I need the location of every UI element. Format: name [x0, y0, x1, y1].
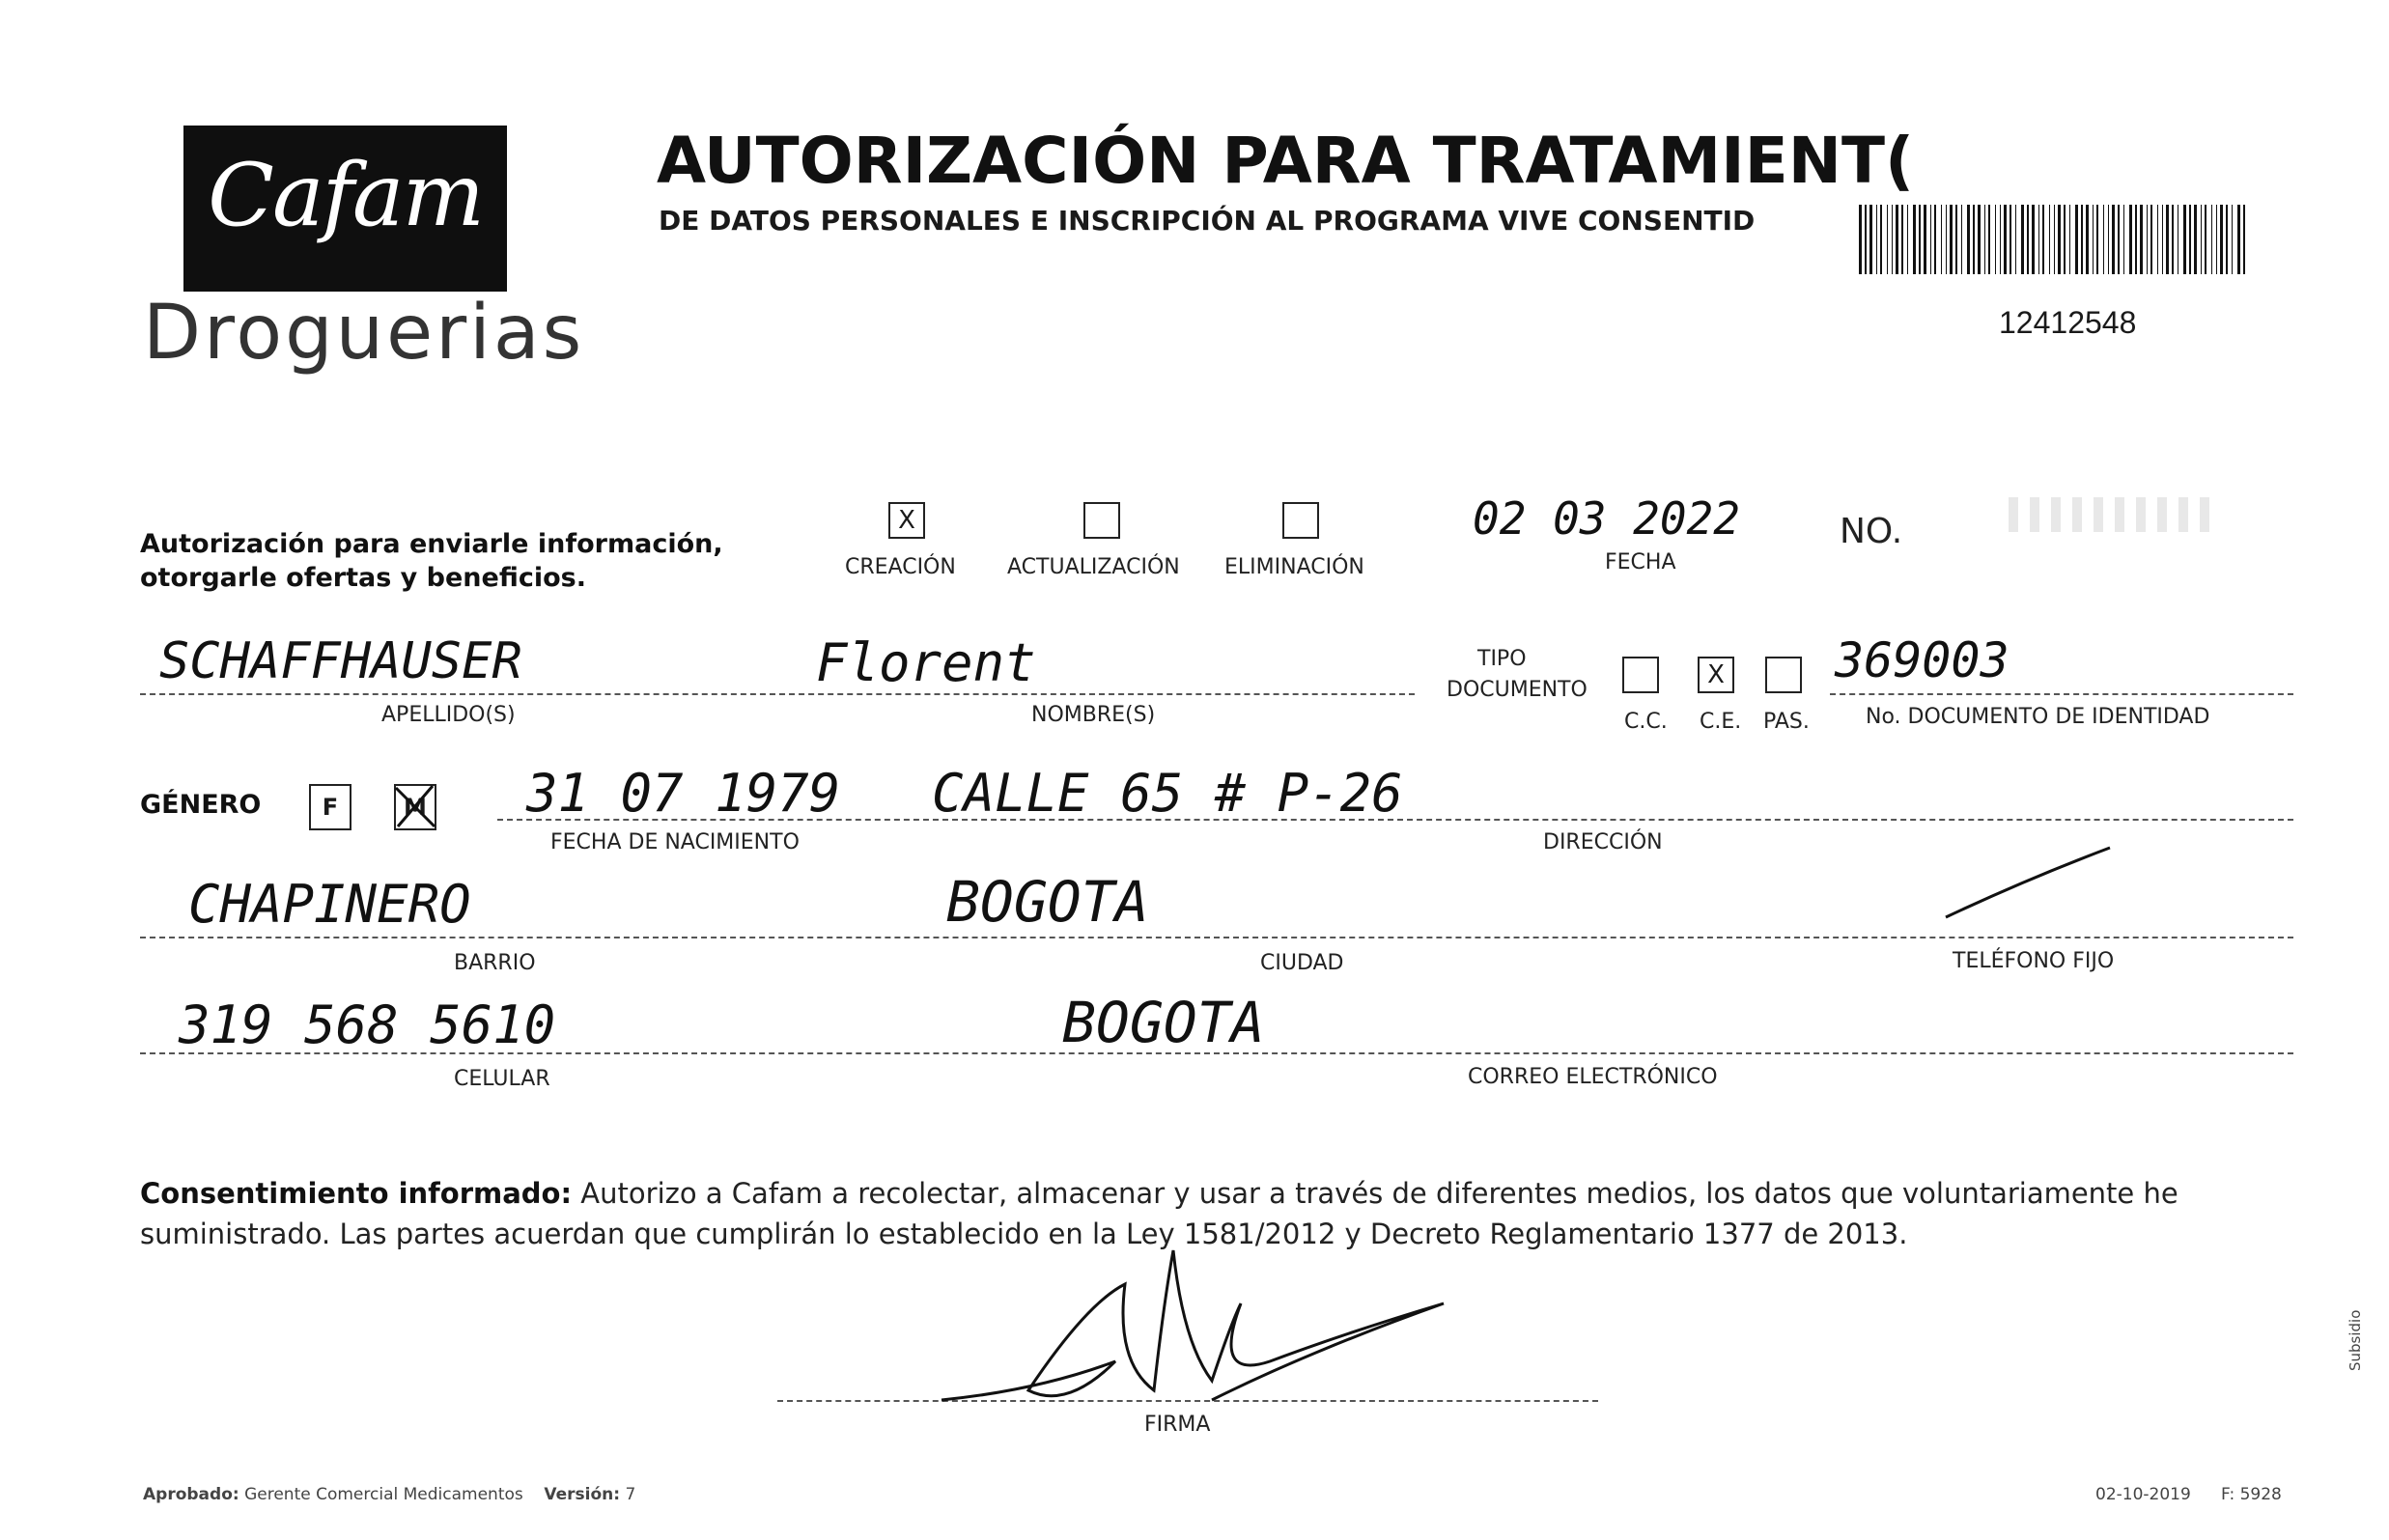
barcode-bar — [1907, 205, 1908, 274]
barcode-bar — [2032, 205, 2035, 274]
address-label: DIRECCIÓN — [1543, 830, 1663, 854]
barcode-bar — [2086, 205, 2089, 274]
barcode-bar — [2172, 205, 2174, 274]
doc-number-label: No. DOCUMENTO DE IDENTIDAD — [1866, 705, 2210, 729]
footer-date: 02-10-2019 — [2095, 1485, 2191, 1504]
version-value: 7 — [625, 1485, 636, 1504]
actualizacion-checkbox[interactable] — [1083, 502, 1120, 539]
ce-label: C.E. — [1700, 710, 1742, 734]
logo-text: Cafam — [208, 145, 483, 246]
barcode-bar — [2081, 205, 2083, 274]
barcode-bar — [1880, 205, 1882, 274]
no-label: NO. — [1840, 512, 1903, 551]
barcode — [1859, 205, 2250, 274]
barcode-bar — [1978, 205, 1981, 274]
apellidos-label: APELLIDO(S) — [381, 703, 516, 727]
barcode-bar — [2038, 205, 2039, 274]
consent-paragraph — [140, 1173, 2274, 1254]
fecha-label: FECHA — [1605, 550, 1676, 574]
barcode-bar — [2075, 205, 2078, 274]
barcode-bar — [2000, 205, 2001, 274]
creacion-checkbox[interactable]: X — [888, 502, 925, 539]
ciudad-label: CIUDAD — [1260, 951, 1344, 975]
actualizacion-label: ACTUALIZACIÓN — [1007, 555, 1180, 579]
barcode-bar — [2112, 205, 2115, 274]
barcode-bar — [1865, 205, 1867, 274]
barcode-bar — [1955, 205, 1957, 274]
barcode-bar — [1876, 205, 1877, 274]
eliminacion-checkbox[interactable] — [1282, 502, 1319, 539]
barcode-bar — [2015, 205, 2016, 274]
genero-m-box[interactable]: M — [394, 784, 436, 830]
barcode-bar — [2232, 205, 2233, 274]
barcode-bar — [1924, 205, 1926, 274]
barcode-bar — [1967, 205, 1970, 274]
genero-m-cross-mark — [392, 782, 438, 830]
barcode-bar — [1901, 205, 1903, 274]
barcode-bar — [1892, 205, 1893, 274]
eliminacion-label: ELIMINACIÓN — [1224, 555, 1364, 579]
barcode-bar — [2135, 205, 2137, 274]
barcode-bar — [2069, 205, 2070, 274]
birth-value[interactable]: 31 07 1979 — [526, 763, 841, 824]
barcode-bar — [2096, 205, 2098, 274]
form-number-faded — [2009, 497, 2211, 532]
creacion-label: CREACIÓN — [845, 555, 956, 579]
barrio-label: BARRIO — [454, 951, 536, 975]
barcode-bar — [2237, 205, 2240, 274]
footer-code: F: 5928 — [2221, 1485, 2282, 1504]
barcode-bar — [1988, 205, 1990, 274]
barrio-value[interactable]: CHAPINERO — [188, 874, 471, 935]
barcode-bar — [1930, 205, 1931, 274]
address-value[interactable]: CALLE 65 # P-26 — [932, 763, 1403, 824]
barcode-bar — [1950, 205, 1953, 274]
barcode-bar — [2108, 205, 2109, 274]
nombres-label: NOMBRE(S) — [1031, 703, 1156, 727]
correo-value[interactable]: BOGOTA — [1062, 990, 1265, 1055]
tipo-label-2: DOCUMENTO — [1447, 678, 1588, 702]
signature-scribble — [922, 1246, 1463, 1419]
correo-label: CORREO ELECTRÓNICO — [1468, 1065, 1718, 1089]
barcode-bar — [2058, 205, 2061, 274]
apellidos-value[interactable]: SCHAFFHAUSER — [159, 632, 522, 690]
barcode-bar — [2166, 205, 2169, 274]
barcode-bar — [1859, 205, 1862, 274]
barcode-bar — [2004, 205, 2007, 274]
doc-number-underline — [1830, 693, 2293, 695]
barcode-bar — [1984, 205, 1985, 274]
signature-label: FIRMA — [1144, 1413, 1211, 1437]
form-subtitle: DE DATOS PERSONALES E INSCRIPCIÓN AL PROGRAMA VIVE CONSENTID — [659, 205, 1756, 237]
barcode-bar — [2216, 205, 2217, 274]
ce-checkbox[interactable]: X — [1698, 657, 1734, 693]
fecha-value[interactable]: 02 03 2022 — [1473, 492, 1740, 545]
barcode-bar — [2054, 205, 2055, 274]
ciudad-value[interactable]: BOGOTA — [946, 869, 1149, 935]
celular-value[interactable]: 319 568 5610 — [179, 994, 556, 1055]
barcode-bar — [2211, 205, 2212, 274]
barcode-bar — [2189, 205, 2191, 274]
version-label: Versión: — [544, 1485, 621, 1504]
barcode-bar — [1869, 205, 1872, 274]
barcode-bar — [1973, 205, 1975, 274]
barcode-bar — [2123, 205, 2124, 274]
tipo-label-1: TIPO — [1477, 647, 1527, 671]
pas-checkbox[interactable] — [1765, 657, 1802, 693]
barcode-bar — [2093, 205, 2094, 274]
barcode-bar — [2010, 205, 2011, 274]
barcode-number: 12412548 — [1999, 305, 2137, 340]
side-subsidio-text: Subsidio — [2347, 1309, 2364, 1371]
aprobado-value: Gerente Comercial Medicamentos — [244, 1485, 523, 1504]
barcode-bar — [2162, 205, 2163, 274]
birth-label: FECHA DE NACIMIENTO — [550, 830, 800, 854]
barcode-bar — [1919, 205, 1921, 274]
barcode-bar — [2183, 205, 2186, 274]
name-underline — [140, 693, 1415, 695]
consent-text: Autorizo a Cafam a recolectar, almacenar y usar a través de diferentes medios, los datos que voluntariamente he suministrado. Las partes acuerdan que cumplirán lo establecido en la Ley 1581/2012 y Decreto Reglamentario 1377 de 2013. — [140, 1177, 2178, 1250]
logo-subtitle: Droguerias — [143, 290, 585, 377]
barcode-bar — [2226, 205, 2228, 274]
form-title: AUTORIZACIÓN PARA TRATAMIENT( — [657, 124, 1915, 198]
barcode-bar — [1913, 205, 1916, 274]
genero-label: GÉNERO — [140, 790, 262, 820]
barcode-bar — [2157, 205, 2158, 274]
barcode-bar — [2201, 205, 2202, 274]
telefono-label: TELÉFONO FIJO — [1953, 949, 2115, 973]
barcode-bar — [2027, 205, 2029, 274]
barcode-bar — [2103, 205, 2104, 274]
doc-number-value[interactable]: 369003 — [1835, 632, 2010, 688]
barcode-bar — [1941, 205, 1942, 274]
barcode-bar — [2147, 205, 2148, 274]
barcode-bar — [2118, 205, 2120, 274]
consent-heading: Consentimiento informado: — [140, 1177, 573, 1210]
barcode-bar — [1995, 205, 1996, 274]
barcode-bar — [2049, 205, 2050, 274]
barcode-bar — [2220, 205, 2223, 274]
barcode-bar — [1887, 205, 1888, 274]
barcode-bar — [2150, 205, 2152, 274]
barcode-bar — [2064, 205, 2066, 274]
barcode-bar — [2194, 205, 2197, 274]
barcode-bar — [2021, 205, 2024, 274]
barcode-bar — [2243, 205, 2245, 274]
barcode-bar — [1961, 205, 1962, 274]
nombres-value[interactable]: Florent — [816, 632, 1036, 693]
cc-checkbox[interactable] — [1622, 657, 1659, 693]
genero-f-box[interactable]: F — [309, 784, 351, 830]
pas-label: PAS. — [1763, 710, 1810, 734]
barcode-bar — [2042, 205, 2044, 274]
cc-label: C.C. — [1624, 710, 1668, 734]
location-underline — [140, 937, 2293, 938]
barcode-bar — [2205, 205, 2206, 274]
barcode-bar — [1896, 205, 1898, 274]
telefono-strike-line — [1941, 840, 2115, 922]
aprobado-label: Aprobado: — [143, 1485, 239, 1504]
authorization-label-line1: Autorización para enviarle información, — [140, 529, 723, 559]
barcode-bar — [1946, 205, 1947, 274]
celular-label: CELULAR — [454, 1067, 550, 1091]
barcode-bar — [2140, 205, 2143, 274]
barcode-bar — [1934, 205, 1936, 274]
footer-approval — [143, 1485, 635, 1504]
barcode-bar — [2129, 205, 2132, 274]
authorization-label-line2: otorgarle ofertas y beneficios. — [140, 563, 586, 593]
